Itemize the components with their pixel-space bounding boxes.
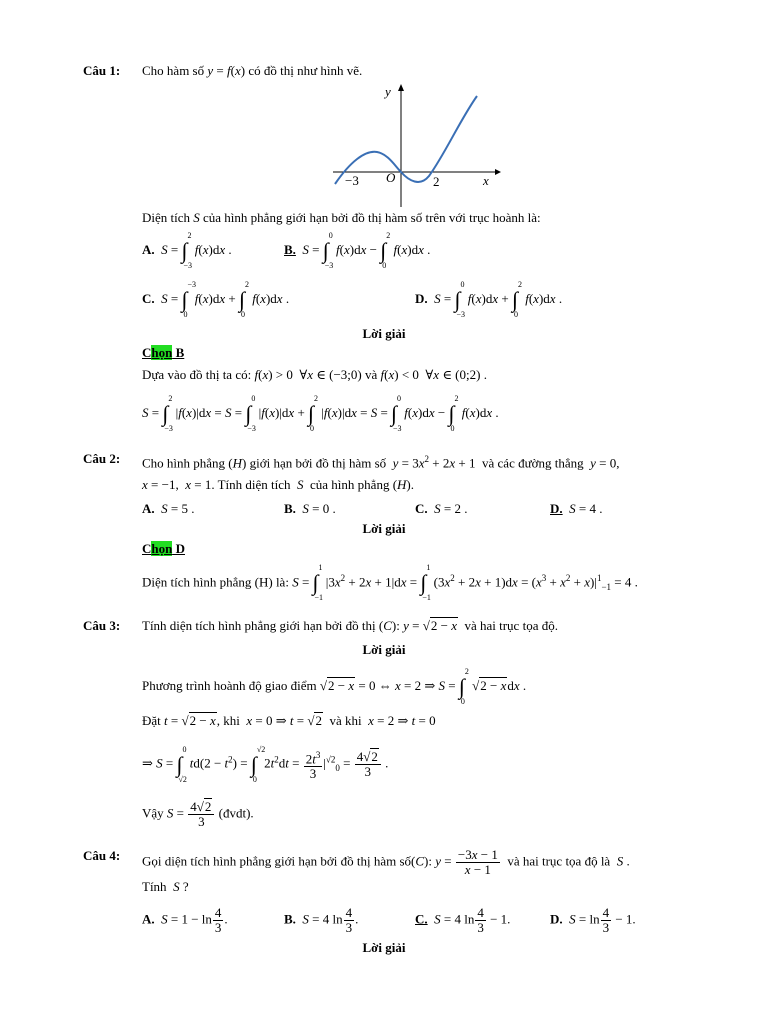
q3-line4: Vậy S = $\frac{4√2}{3}$ (đvdt).: [142, 799, 254, 829]
q2-calc: Diện tích hình phẳng (H) là: S = ∫ 1 −1 $|3x^2 + 2x + 1|dx$ = ∫ 1 −1 $(3x^2 + 2x + 1)dx = (x^3 + x^2 + x)|^1_{-1} = 4$ .: [142, 563, 638, 603]
q1-label: Câu 1:: [83, 63, 121, 78]
q2-option-b: B. S = 0 .: [284, 501, 336, 516]
q4-option-c: C. S = 4 ln $\frac{4}{3}$ − 1.: [415, 905, 511, 935]
origin-label: O: [386, 170, 396, 185]
q3-line1: Phương trình hoành độ giao điểm √2 − x = 0 ⇔ x = 2 ⇒ S = ∫ 2 0 √2 − xdx .: [142, 667, 527, 706]
q2-chosen: Chọn D: [142, 541, 185, 556]
x-axis-arrow: [495, 169, 501, 175]
q2-option-c: C. S = 2 .: [415, 501, 468, 516]
q1-option-c: C. S = ∫ −3 0 f(x)dx + ∫ 2 0 f(x)dx .: [142, 280, 290, 319]
q1-stem: Cho hàm số y = f(x) có đồ thị như hình vẽ.: [142, 63, 363, 78]
q2-label: Câu 2:: [83, 451, 121, 466]
q1-option-a: A. S = ∫ 2 −3 f(x)dx .: [142, 231, 232, 270]
q4-option-b: B. S = 4 ln $\frac{4}{3}$ .: [284, 905, 359, 935]
q2-stem-line2: x = −1, x = 1. Tính diện tích S của hình phẳng (H).: [142, 477, 415, 492]
q4-solution-title: Lời giải: [362, 940, 406, 955]
q4-option-a: A. S = 1 − ln $\frac{4}{3}$ .: [142, 905, 228, 935]
q3-label: Câu 3:: [83, 618, 121, 633]
y-axis-label: y: [385, 84, 391, 99]
y-axis-arrow: [398, 84, 404, 91]
q3-solution-title: Lời giải: [362, 642, 406, 657]
q1-solution-title: Lời giải: [362, 326, 406, 341]
q4-ask: Tính S ?: [142, 879, 189, 894]
q1-chosen: Chọn B: [142, 345, 185, 360]
q1-question: Diện tích S của hình phẳng giới hạn bởi đồ thị hàm số trên với trục hoành là:: [142, 210, 541, 225]
x-axis-label: x: [483, 173, 489, 188]
q3-line2: Đặt t = √2 − x, khi x = 0 ⇒ t = √2 và khi x = 2 ⇒ t = 0: [142, 713, 436, 728]
q1-option-b: B. S = ∫ 0 −3 f(x)dx − ∫ 2 0 f(x)dx .: [284, 231, 431, 270]
q3-stem: Tính diện tích hình phẳng giới hạn bởi đồ thị (C): y = √2 − x và hai trục tọa độ.: [142, 618, 558, 633]
q4-label: Câu 4:: [83, 848, 121, 863]
q1-reason: Dựa vào đồ thị ta có: f(x) > 0 ∀x ∈ (−3;0) và f(x) < 0 ∀x ∈ (0;2) .: [142, 367, 487, 382]
q2-option-a: A. S = 5 .: [142, 501, 195, 516]
q4-option-d: D. S = ln $\frac{4}{3}$ − 1.: [550, 905, 636, 935]
tick-neg3-label: −3: [345, 173, 359, 188]
function-curve: [335, 96, 477, 184]
q2-option-d: D. S = 4 .: [550, 501, 603, 516]
q2-solution-title: Lời giải: [362, 521, 406, 536]
q1-graph: [325, 82, 505, 212]
tick-2-label: 2: [433, 174, 440, 189]
q1-calc: S = ∫ 2 −3 |f(x)|dx = S = ∫ 0 −3 |f(x)|dx + ∫ 2 0 |f(x)|dx = S = ∫ 0 −3 f(x)dx − ∫ 2 0 f(x)dx .: [142, 394, 499, 433]
q4-stem: Gọi diện tích hình phẳng giới hạn bởi đồ thị hàm số(C): y = $\frac{-3x - 1}{x - 1}$ và hai trục tọa độ là S .: [142, 847, 630, 877]
q2-stem-line1: Cho hình phẳng (H) giới hạn bởi đồ thị hàm số $y = 3x^2 + 2x + 1$ và các đường thẳng y = 0,: [142, 454, 620, 471]
q1-option-d: D. S = ∫ 0 −3 f(x)dx + ∫ 2 0 f(x)dx .: [415, 280, 563, 319]
q3-line3: ⇒ S = ∫ 0 √2 $td(2 - t^2)$ = ∫ √2 0 $2t^2dt$ = $\frac{2t^3}{3}$ $|^{√2}_0$ = $\frac{4√2}{3}$ .: [142, 744, 389, 784]
